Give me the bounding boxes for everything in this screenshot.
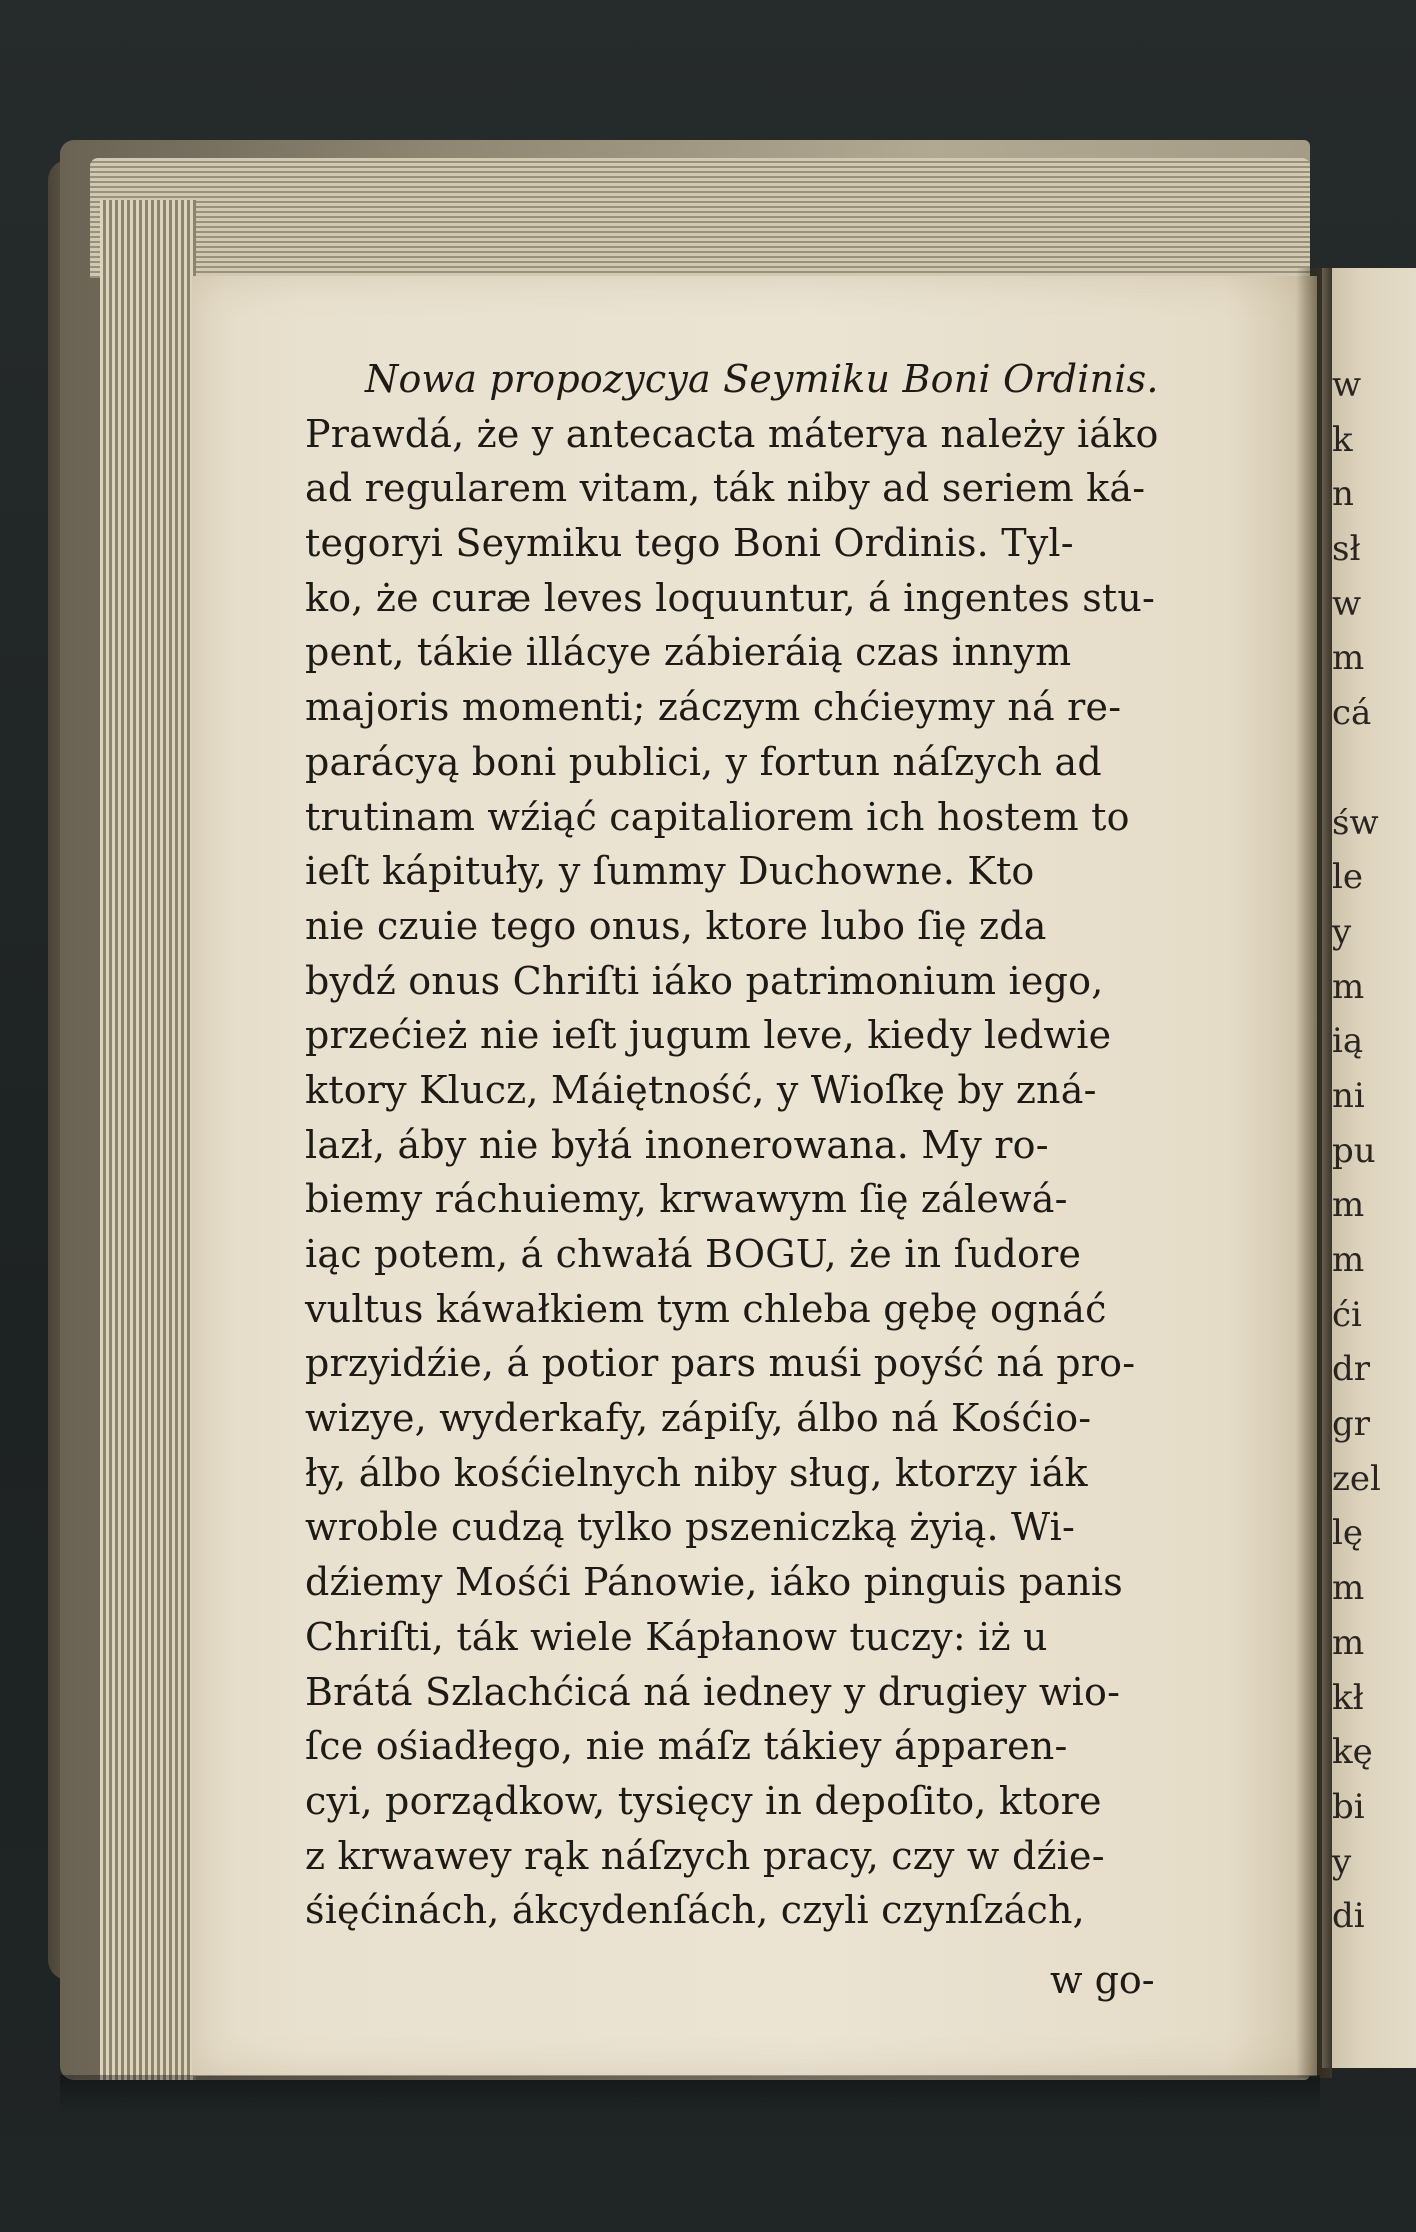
text-line: biemy ráchuiemy, krwawym ſię zálewá- bbox=[305, 1177, 1068, 1222]
text-line: vultus káwałkiem tym chleba gębę ognáć bbox=[305, 1286, 1107, 1331]
text-line: tegoryi Seymiku tego Boni Ordinis. Tyl- bbox=[305, 521, 1074, 566]
text-line: Brátá Szlachćicá ná iedney y drugiey wio- bbox=[305, 1669, 1121, 1714]
page-text bbox=[305, 352, 1265, 1938]
text-line: przećież nie ieſt jugum leve, kiedy ledwie bbox=[305, 1013, 1112, 1058]
text-line: cyi, porządkow, tysięcy in depoſito, ktore bbox=[305, 1778, 1102, 1823]
adjacent-text-line: sł bbox=[1332, 529, 1361, 570]
adjacent-text-line: n bbox=[1332, 474, 1354, 515]
adjacent-text-line: y bbox=[1332, 1841, 1352, 1882]
adjacent-text-line: zel bbox=[1332, 1458, 1381, 1499]
adjacent-text-line: w bbox=[1332, 365, 1362, 405]
adjacent-text-line: dr bbox=[1332, 1349, 1371, 1390]
adjacent-text-line: pu bbox=[1332, 1130, 1376, 1171]
page-shadow bbox=[60, 2075, 1320, 2115]
text-line: ad regularem vitam, ták niby ad seriem ká- bbox=[305, 466, 1146, 511]
adjacent-text-line: ni bbox=[1332, 1075, 1365, 1116]
text-line: ko, że curæ leves loquuntur, á ingentes stu- bbox=[305, 575, 1156, 620]
text-line: dźiemy Mośći Pánowie, iáko pinguis panis bbox=[305, 1560, 1123, 1605]
text-line: wroble cudzą tylko pszeniczką żyią. Wi- bbox=[305, 1505, 1075, 1550]
text-line: ieſt kápituły, y ſummy Duchowne. Kto bbox=[305, 849, 1035, 894]
text-line: majoris momenti; záczym chćieymy ná re- bbox=[305, 685, 1122, 730]
adjacent-page-text bbox=[1332, 358, 1416, 1944]
text-line: bydź onus Chriſti iáko patrimonium iego, bbox=[305, 958, 1104, 1003]
text-line: Chriſti, ták wiele Kápłanow tuczy: iż u bbox=[305, 1614, 1048, 1659]
text-line: Prawdá, że y antecacta máterya należy iáko bbox=[305, 411, 1159, 456]
text-line: ły, álbo kośćielnych niby sług, ktorzy iák bbox=[305, 1450, 1088, 1495]
adjacent-text-line: ći bbox=[1332, 1294, 1362, 1335]
adjacent-text-line: kę bbox=[1332, 1732, 1373, 1773]
adjacent-text-line: le bbox=[1332, 857, 1363, 898]
text-line: ktory Klucz, Máiętność, y Wioſkę by zná- bbox=[305, 1067, 1097, 1112]
catchword: w go- bbox=[1050, 1958, 1155, 2002]
text-line: śięćinách, ákcydenſách, czyli czynſzách, bbox=[305, 1888, 1085, 1933]
adjacent-page bbox=[1322, 268, 1416, 2068]
book-gutter bbox=[1296, 268, 1332, 2078]
body-text bbox=[305, 407, 1265, 1938]
adjacent-text-line: m bbox=[1332, 1240, 1365, 1280]
text-line: z krwawey rąk náſzych pracy, czy w dźie- bbox=[305, 1833, 1105, 1878]
adjacent-text-line: lę bbox=[1332, 1513, 1363, 1554]
adjacent-text-line: gr bbox=[1332, 1404, 1371, 1445]
adjacent-text-line: y bbox=[1332, 911, 1352, 952]
text-line: trutinam wźiąć capitaliorem ich hostem to bbox=[305, 794, 1130, 839]
adjacent-text-line bbox=[1332, 741, 1416, 796]
page-stack-side bbox=[100, 200, 196, 2080]
text-line: ſce ośiadłego, nie máſz tákiey ápparen- bbox=[305, 1724, 1068, 1769]
adjacent-text-line: m bbox=[1332, 638, 1365, 679]
adjacent-text-line: ią bbox=[1332, 1021, 1364, 1062]
adjacent-text-line: m bbox=[1332, 1622, 1365, 1663]
adjacent-text-line: m bbox=[1332, 1185, 1365, 1226]
adjacent-text-line: m bbox=[1332, 1568, 1365, 1609]
text-line: pent, tákie illácye zábieráią czas innym bbox=[305, 630, 1072, 675]
adjacent-text-line: cá bbox=[1332, 693, 1372, 734]
text-line: lazł, áby nie byłá inonerowana. My ro- bbox=[305, 1122, 1049, 1167]
running-header: Nowa propozycya Seymiku Boni Ordinis. bbox=[365, 357, 1159, 401]
text-line: wizye, wyderkafy, zápiſy, álbo ná Kośćio- bbox=[305, 1396, 1092, 1441]
text-line: przyidźie, á potior pars muśi poyść ná pro- bbox=[305, 1341, 1136, 1386]
adjacent-text-line: św bbox=[1332, 802, 1379, 843]
page-stack-top bbox=[90, 158, 1310, 278]
text-line: iąc potem, á chwałá BOGU, że in ſudore bbox=[305, 1232, 1082, 1276]
text-line: parácyą boni publici, y fortun náſzych ad bbox=[305, 739, 1102, 784]
adjacent-text-line: di bbox=[1332, 1896, 1365, 1937]
adjacent-text-line: kł bbox=[1332, 1677, 1364, 1718]
text-line: nie czuie tego onus, ktore lubo ſię zda bbox=[305, 903, 1047, 948]
adjacent-text-line: k bbox=[1332, 419, 1353, 460]
adjacent-text-line: w bbox=[1332, 583, 1362, 624]
adjacent-text-line: m bbox=[1332, 966, 1365, 1007]
adjacent-text-line: bi bbox=[1332, 1786, 1365, 1827]
